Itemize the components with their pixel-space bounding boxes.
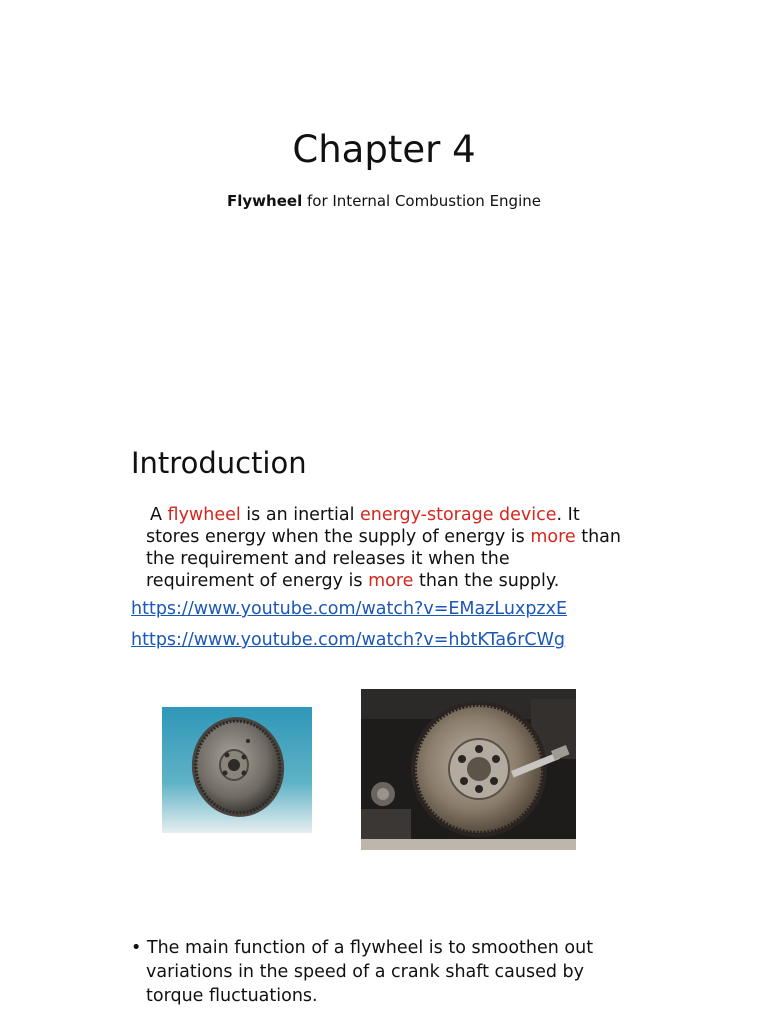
highlight-more: more	[530, 527, 576, 547]
engine-flywheel-photo	[361, 689, 576, 850]
text-run: A	[150, 505, 168, 525]
youtube-link-1[interactable]: https://www.youtube.com/watch?v=EMazLuxpzxE	[131, 599, 568, 619]
introduction-slide	[0, 410, 768, 890]
para-line-1	[131, 504, 651, 526]
text-run: stores energy when the supply of energy is	[146, 527, 531, 547]
section-heading: Introduction	[131, 446, 307, 480]
text-run: requirement of energy is	[146, 571, 369, 591]
bullet-marker: •	[131, 938, 142, 958]
bullet-line-2: variations in the speed of a crank shaft caused by	[146, 962, 585, 982]
text-run: . It	[556, 505, 580, 525]
bullet-line-3: torque fluctuations.	[146, 986, 318, 1006]
subtitle-rest: for Internal Combustion Engine	[302, 192, 541, 210]
page-title: Chapter 4	[292, 128, 476, 171]
text-run: than	[575, 527, 621, 547]
text-run: is an inertial	[240, 505, 361, 525]
title-slide	[0, 0, 768, 410]
bullet-line-1	[131, 936, 671, 960]
para-line-4	[131, 570, 651, 592]
function-slide	[0, 890, 768, 1024]
highlight-flywheel: flywheel	[167, 505, 241, 525]
bullet-point	[131, 936, 671, 1008]
para-line-2	[131, 526, 651, 548]
subtitle-bold: Flywheel	[227, 192, 303, 210]
highlight-more: more	[368, 571, 414, 591]
bullet-text-1: The main function of a flywheel is to smoothen out	[141, 938, 594, 958]
youtube-link-2[interactable]: https://www.youtube.com/watch?v=hbtKTa6rCWg	[131, 630, 566, 650]
text-run: than the supply.	[413, 571, 560, 591]
intro-paragraph	[131, 504, 651, 592]
page-subtitle	[0, 192, 768, 210]
para-line-3: the requirement and releases it when the	[146, 549, 510, 569]
flywheel-photo	[162, 707, 312, 833]
highlight-energy-storage: energy-storage device	[360, 505, 557, 525]
